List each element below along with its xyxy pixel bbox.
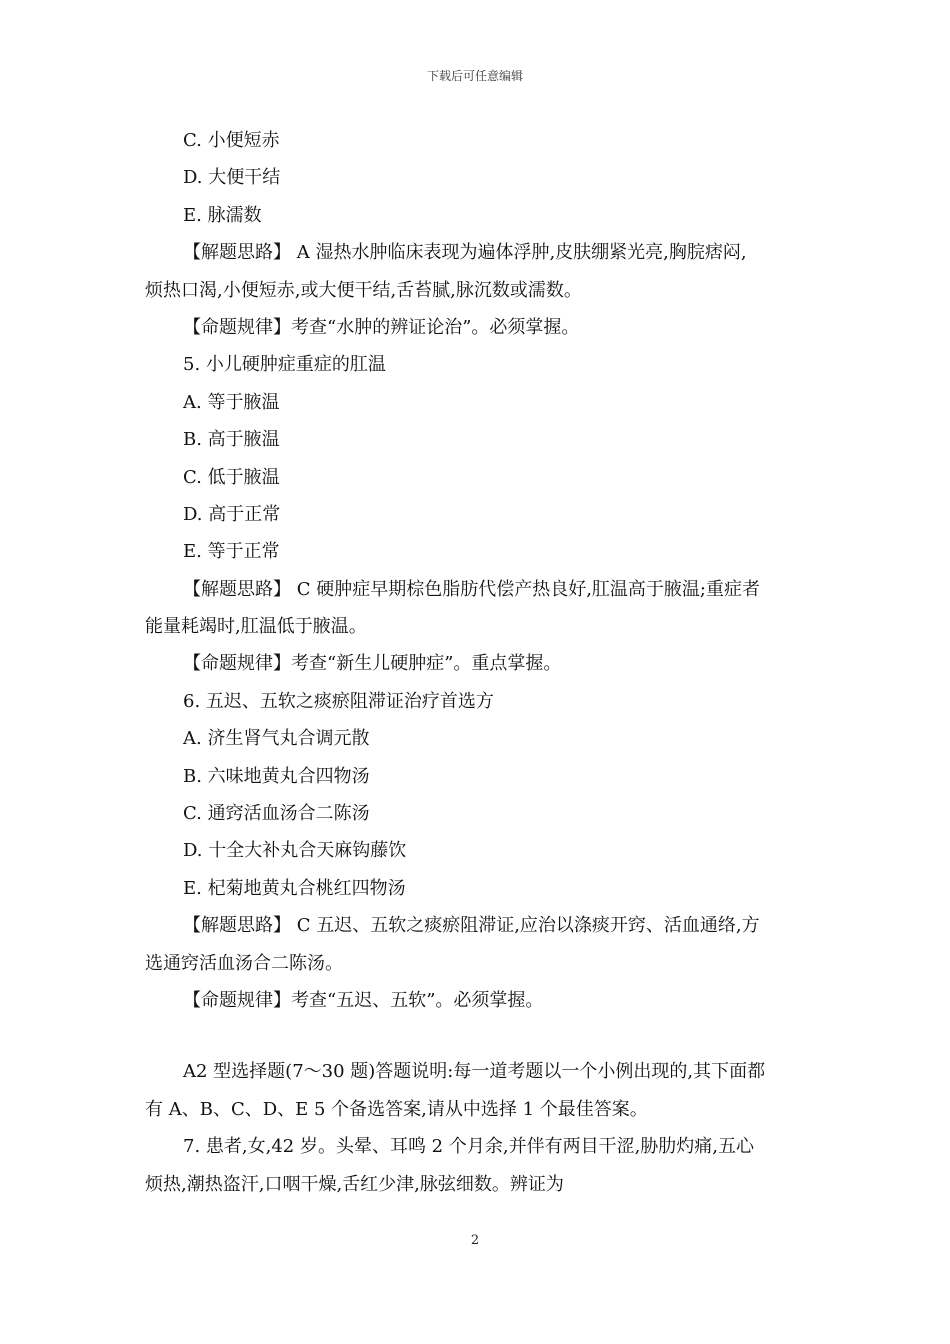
option-e: E. 杞菊地黄丸合桃红四物汤 xyxy=(183,877,406,899)
explanation-line: 选通窍活血汤合二陈汤。 xyxy=(145,952,343,974)
option-d: D. 大便干结 xyxy=(183,167,281,189)
document-body xyxy=(145,122,810,1203)
question-6: 6. 五迟、五软之痰瘀阻滞证治疗首选方 xyxy=(183,690,494,712)
option-e: E. 脉濡数 xyxy=(183,204,262,226)
rule-line: 【命题规律】考查“五迟、五软”。必须掌握。 xyxy=(183,989,544,1011)
rule-line: 【命题规律】考查“新生儿硬肿症”。重点掌握。 xyxy=(183,653,562,675)
section-gap xyxy=(145,1019,810,1053)
option-c: C. 低于腋温 xyxy=(183,466,280,488)
explanation-line: 【解题思路】 C 硬肿症早期棕色脂肪代偿产热良好,肛温高于腋温;重症者 xyxy=(183,578,760,600)
explanation-line: 烦热口渴,小便短赤,或大便干结,舌苔腻,脉沉数或濡数。 xyxy=(145,279,582,301)
question-7: 7. 患者,女,42 岁。头晕、耳鸣 2 个月余,并伴有两目干涩,胁肋灼痛,五心 xyxy=(183,1136,755,1158)
explanation-line: 【解题思路】 C 五迟、五软之痰瘀阻滞证,应治以涤痰开窍、活血通络,方 xyxy=(183,915,760,937)
page-number: 2 xyxy=(470,1233,480,1248)
option-d: D. 高于正常 xyxy=(183,503,281,525)
question-7: 烦热,潮热盗汗,口咽干燥,舌红少津,脉弦细数。辨证为 xyxy=(145,1173,564,1195)
option-a: A. 等于腋温 xyxy=(183,391,280,413)
page-header: 下载后可任意编辑 xyxy=(426,69,523,83)
option-c: C. 通窍活血汤合二陈汤 xyxy=(183,803,370,825)
section-instructions: A2 型选择题(7～30 题)答题说明:每一道考题以一个小例出现的,其下面都 xyxy=(183,1061,766,1083)
option-a: A. 济生肾气丸合调元散 xyxy=(183,728,370,750)
option-e: E. 等于正常 xyxy=(183,541,280,563)
explanation-line: 能量耗竭时,肛温低于腋温。 xyxy=(145,616,367,638)
option-b: B. 六味地黄丸合四物汤 xyxy=(183,765,370,787)
option-c: C. 小便短赤 xyxy=(183,130,280,151)
option-d: D. 十全大补丸合天麻钩藤饮 xyxy=(183,840,407,862)
option-b: B. 高于腋温 xyxy=(183,429,280,451)
question-5: 5. 小儿硬肿症重症的肛温 xyxy=(183,354,386,376)
explanation-line: 【解题思路】 A 湿热水肿临床表现为遍体浮肿,皮肤绷紧光亮,胸脘痞闷, xyxy=(183,242,747,264)
section-instructions: 有 A、B、C、D、E 5 个备选答案,请从中选择 1 个最佳答案。 xyxy=(145,1098,648,1120)
rule-line: 【命题规律】考查“水肿的辨证论治”。必须掌握。 xyxy=(183,316,580,338)
